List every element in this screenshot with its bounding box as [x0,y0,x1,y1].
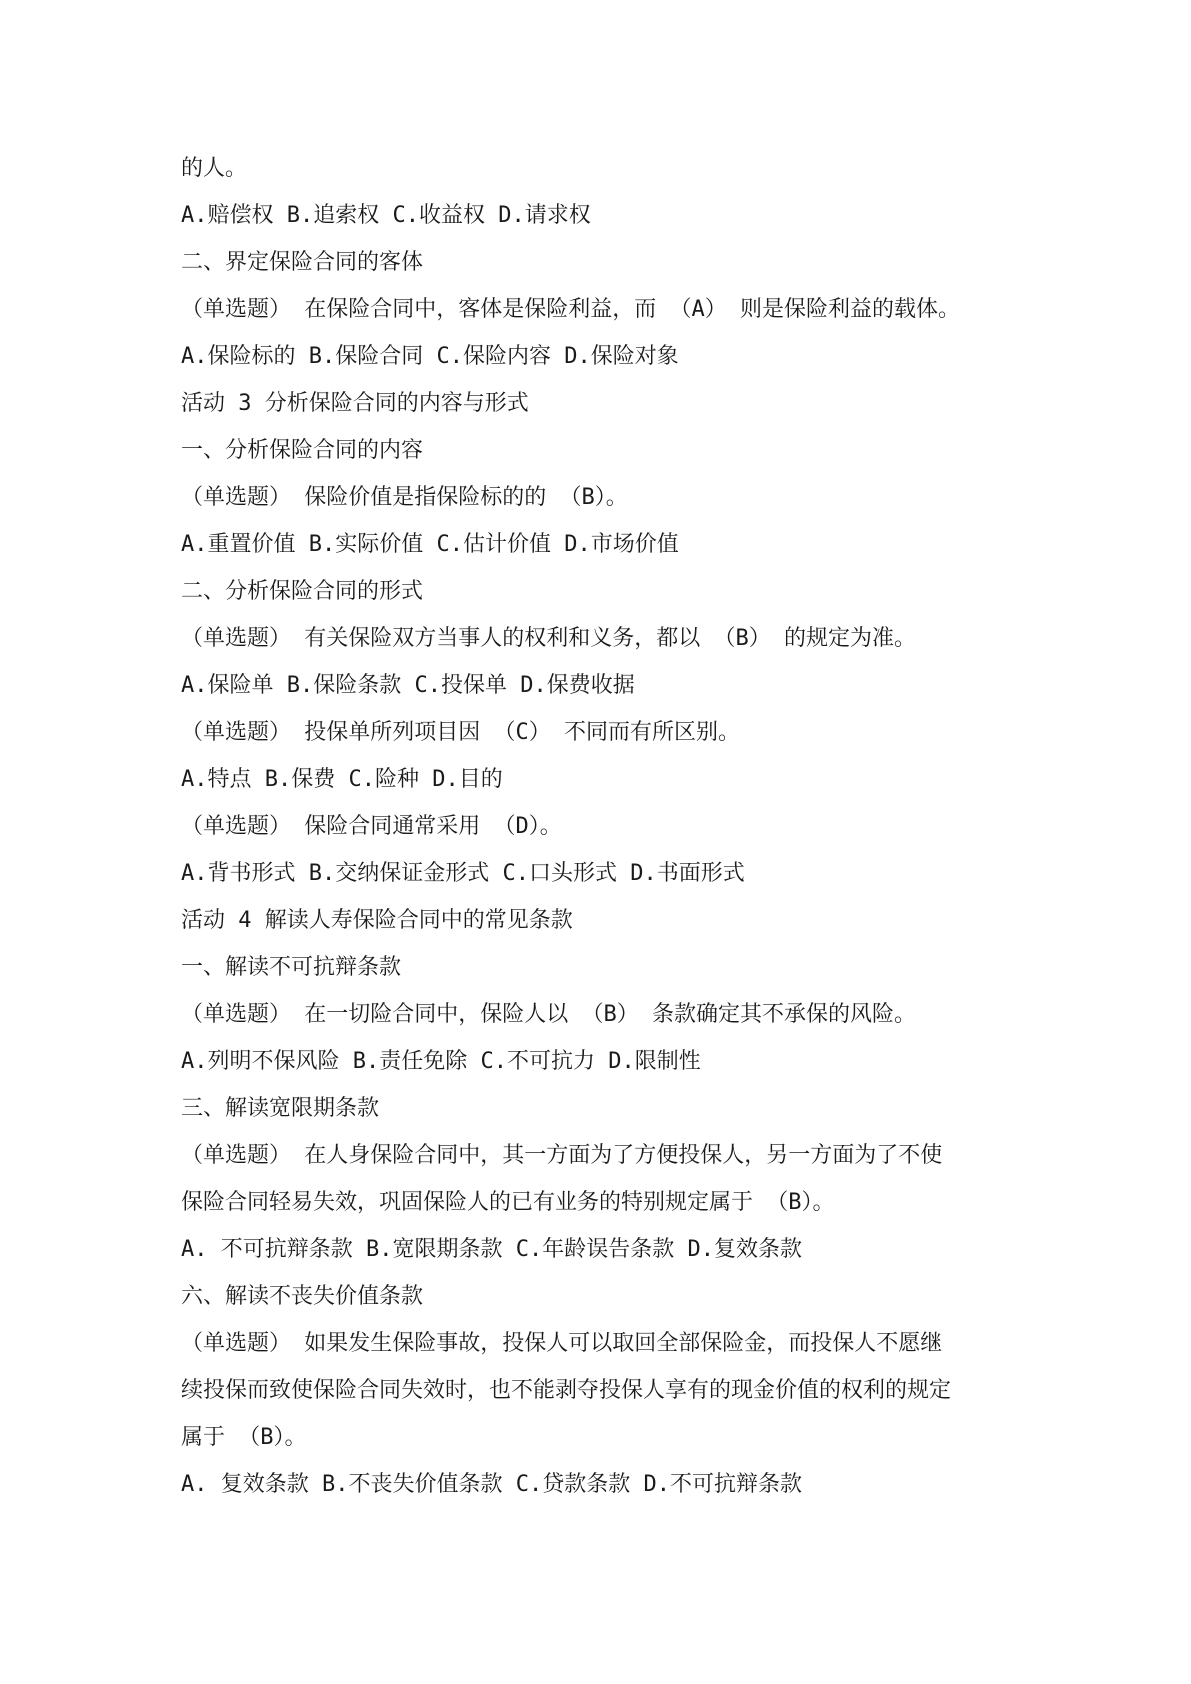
question-text-continued: 续投保而致使保险合同失效时，也不能剥夺投保人享有的现金价值的权利的规定 [181,1378,952,1403]
text-line: 的人。 [181,156,248,181]
question-text: （单选题） 投保单所列项目因 （C） 不同而有所区别。 [181,720,740,745]
activity-heading: 活动 3 分析保险合同的内容与形式 [181,391,529,416]
section-heading: 一、解读不可抗辩条款 [181,955,402,980]
question-text: （单选题） 在保险合同中，客体是保险利益，而 （A） 则是保险利益的载体。 [181,297,960,322]
question-text: （单选题） 保险价值是指保险标的的 （B）。 [181,485,628,510]
section-heading: 三、解读宽限期条款 [181,1096,380,1121]
answer-options: A.特点 B.保费 C.险种 D.目的 [181,767,503,792]
question-text: （单选题） 保险合同通常采用 （D）。 [181,814,562,839]
question-text-continued: 属于 （B）。 [181,1425,307,1450]
section-heading: 六、解读不丧失价值条款 [181,1284,424,1309]
answer-options: A.赔偿权 B.追索权 C.收益权 D.请求权 [181,203,591,228]
question-text: （单选题） 在人身保险合同中，其一方面为了方便投保人，另一方面为了不使 [181,1143,943,1168]
document-body [181,145,1041,1508]
section-heading: 二、分析保险合同的形式 [181,579,424,604]
answer-options: A.保险单 B.保险条款 C.投保单 D.保费收据 [181,673,635,698]
question-text: （单选题） 在一切险合同中，保险人以 （B） 条款确定其不承保的风险。 [181,1002,916,1027]
section-heading: 一、分析保险合同的内容 [181,438,424,463]
answer-options: A.重置价值 B.实际价值 C.估计价值 D.市场价值 [181,532,679,557]
answer-options: A.列明不保风险 B.责任免除 C.不可抗力 D.限制性 [181,1049,701,1074]
question-text: （单选题） 如果发生保险事故，投保人可以取回全部保险金，而投保人不愿继 [181,1331,943,1356]
activity-heading: 活动 4 解读人寿保险合同中的常见条款 [181,908,573,933]
question-text-continued: 保险合同轻易失效，巩固保险人的已有业务的特别规定属于 （B）。 [181,1190,835,1215]
section-heading: 二、界定保险合同的客体 [181,250,424,275]
answer-options: A. 复效条款 B.不丧失价值条款 C.贷款条款 D.不可抗辩条款 [181,1472,802,1497]
answer-options: A.保险标的 B.保险合同 C.保险内容 D.保险对象 [181,344,679,369]
question-text: （单选题） 有关保险双方当事人的权利和义务，都以 （B） 的规定为准。 [181,626,916,651]
answer-options: A. 不可抗辩条款 B.宽限期条款 C.年龄误告条款 D.复效条款 [181,1237,802,1262]
answer-options: A.背书形式 B.交纳保证金形式 C.口头形式 D.书面形式 [181,861,745,886]
